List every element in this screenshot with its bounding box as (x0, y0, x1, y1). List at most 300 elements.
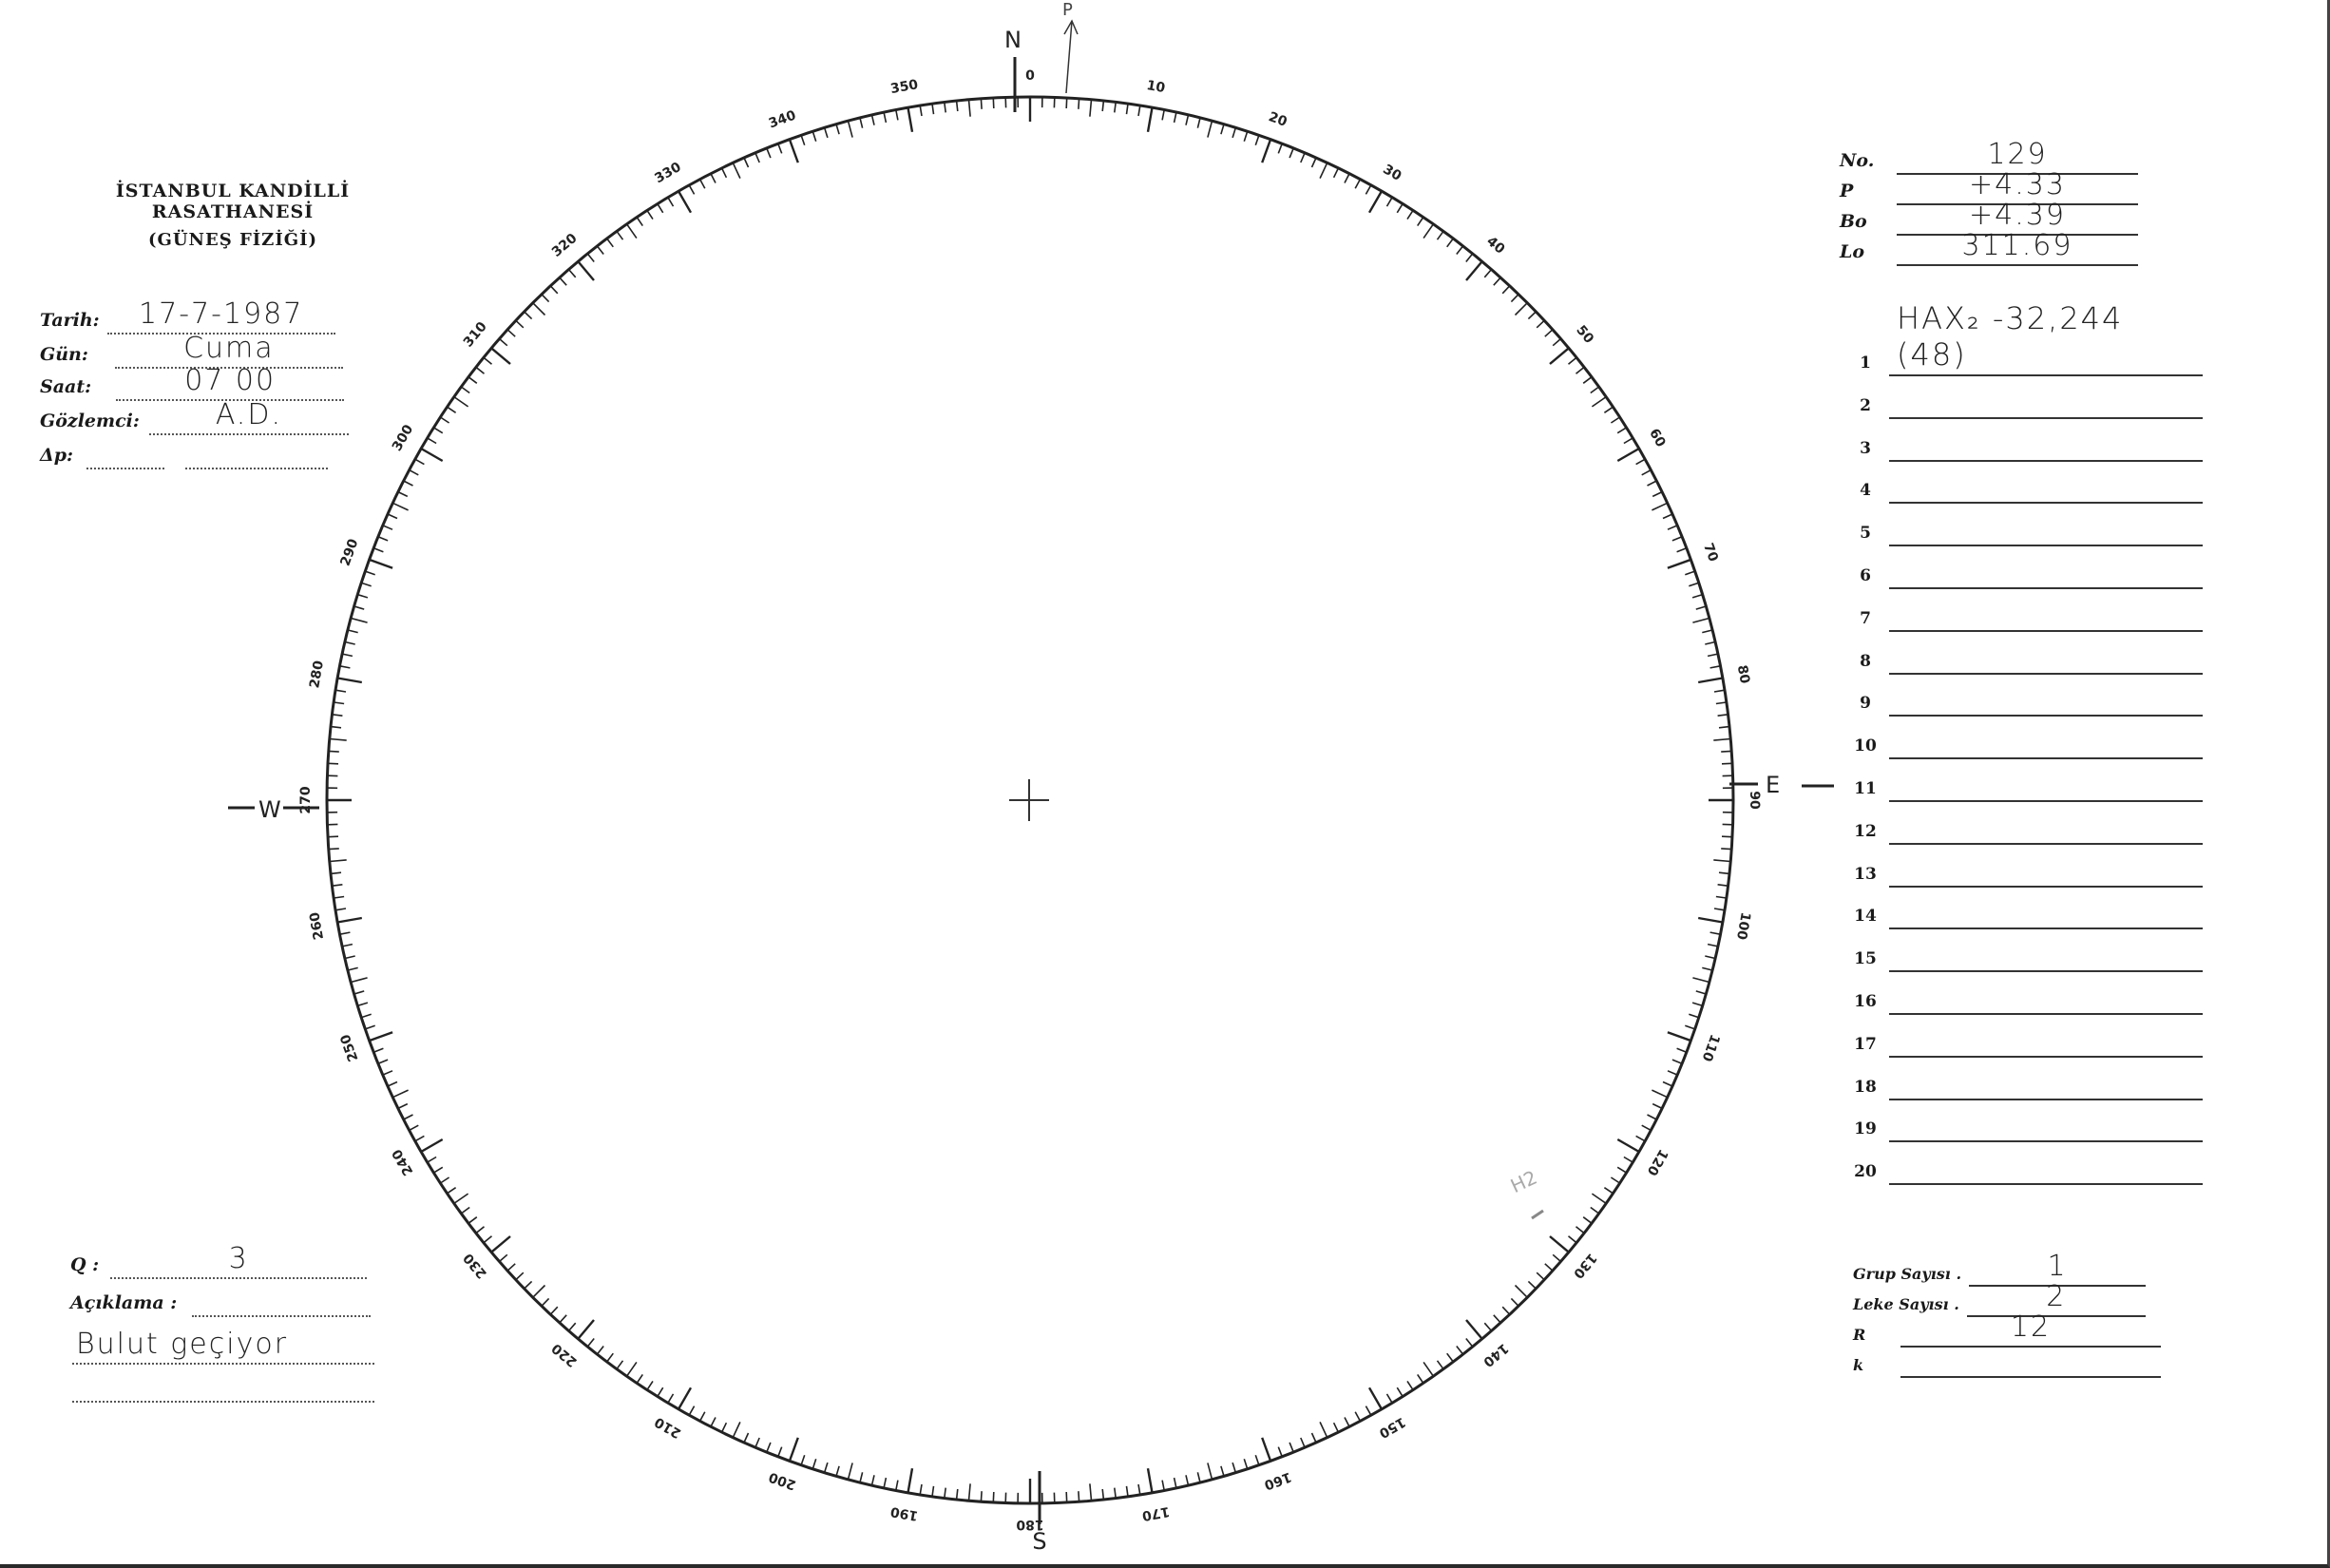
scale-tick (1312, 158, 1317, 167)
scale-label: 260 (307, 910, 328, 942)
scale-tick (476, 367, 485, 373)
scale-tick (836, 1466, 839, 1477)
scale-label: 60 (1646, 426, 1669, 450)
scale-tick (1255, 1455, 1259, 1464)
scale-tick (1668, 560, 1691, 568)
scale-tick (1718, 885, 1728, 886)
grup-label: Grup Sayısı . (1853, 1265, 1962, 1283)
scale-tick (1221, 1466, 1224, 1477)
scale-tick (392, 503, 408, 510)
scale-tick (1334, 168, 1339, 178)
scale-tick (932, 1486, 934, 1497)
scale-tick (1668, 526, 1677, 529)
scale-tick (415, 1136, 425, 1140)
scale-tick (500, 1254, 507, 1261)
q-value: 3 (228, 1242, 249, 1275)
scale-tick (337, 918, 362, 923)
scale-tick (1502, 1307, 1510, 1314)
scale-label: 240 (389, 1146, 417, 1178)
scale-tick (1696, 991, 1707, 994)
scale-tick (578, 1320, 594, 1339)
scale-tick (1592, 397, 1606, 407)
scale-tick (1636, 1136, 1646, 1140)
scale-tick (1696, 606, 1707, 609)
scale-tick (1710, 932, 1721, 934)
scale-tick (398, 1104, 408, 1109)
scale-tick (920, 1484, 922, 1495)
scale-tick (812, 131, 815, 142)
scale-tick (1232, 127, 1235, 138)
scale-tick (1652, 492, 1662, 497)
scale-tick (678, 191, 691, 213)
no-value: 129 (1987, 138, 2048, 171)
scale-tick (331, 872, 341, 873)
scale-tick (560, 1315, 566, 1323)
day-value: Cuma (183, 332, 275, 365)
scale-tick (801, 1455, 805, 1464)
scale-tick (1685, 571, 1694, 575)
scale-tick (373, 548, 383, 552)
scale-tick (334, 897, 344, 899)
scale-tick (668, 198, 674, 206)
scale-tick (1334, 1423, 1339, 1432)
scale-tick (1716, 897, 1727, 899)
scale-tick (550, 286, 558, 294)
scale-tick (778, 1447, 782, 1457)
list-item-number: 3 (1860, 438, 1871, 458)
scale-tick (587, 1339, 594, 1348)
scale-tick (516, 1272, 524, 1280)
list-item-number: 8 (1860, 651, 1871, 671)
scale-tick (755, 1438, 759, 1447)
scale-tick (1066, 1492, 1067, 1502)
list-item-number: 2 (1860, 395, 1871, 415)
scale-tick (700, 1412, 705, 1422)
scale-tick (1528, 1281, 1536, 1289)
scale-tick (1423, 224, 1433, 239)
scale-tick (333, 715, 343, 716)
disk-annotation: H2 (1506, 1165, 1541, 1198)
list-item-number: 19 (1854, 1119, 1877, 1139)
list-item-number: 13 (1854, 864, 1877, 884)
sunspot-mark (1532, 1211, 1543, 1218)
scale-tick (1466, 1320, 1482, 1339)
list-item-number: 9 (1860, 694, 1871, 714)
scale-tick (365, 571, 374, 575)
rotation-axis-label: P (1062, 0, 1073, 20)
scale-tick (825, 1463, 828, 1473)
scale-tick (1197, 118, 1200, 128)
scale-tick (1702, 967, 1712, 970)
scale-tick (1692, 1003, 1703, 1005)
scale-tick (533, 1286, 545, 1298)
scale-tick (1355, 180, 1360, 189)
scale-tick (1494, 277, 1500, 285)
scale-label: 50 (1573, 322, 1597, 347)
scale-tick (476, 1227, 485, 1233)
p-value: +4.33 (1969, 168, 2066, 201)
scale-tick (560, 277, 566, 285)
scale-tick (1663, 1082, 1672, 1087)
list-item-number: 6 (1860, 566, 1871, 585)
date-label: Tarih: (40, 310, 100, 331)
scale-label: 40 (1483, 233, 1508, 258)
scale-label: 230 (460, 1250, 490, 1282)
scale-tick (484, 357, 492, 364)
scale-tick (1262, 1438, 1270, 1462)
scale-tick (1668, 1032, 1691, 1041)
scale-tick (440, 417, 449, 423)
scale-tick (1397, 203, 1403, 212)
rotation-axis-arrow (1066, 21, 1072, 93)
scale-tick (383, 526, 392, 529)
scale-tick (448, 1188, 456, 1194)
scale-tick (1569, 1236, 1577, 1243)
scale-tick (1175, 1478, 1176, 1488)
scale-tick (1262, 140, 1270, 163)
scale-label: 150 (1376, 1413, 1408, 1442)
time-label: Saat: (40, 376, 92, 397)
scale-tick (744, 1433, 749, 1443)
scale-tick (516, 320, 524, 328)
scale-tick (329, 751, 339, 752)
scale-tick (1722, 836, 1732, 837)
scale-tick (1710, 666, 1721, 668)
scale-tick (711, 174, 716, 183)
leke-label: Leke Sayısı . (1853, 1295, 1959, 1313)
scale-tick (1423, 1362, 1433, 1376)
scale-tick (1583, 1217, 1592, 1224)
scale-tick (357, 595, 368, 598)
scale-tick (330, 860, 347, 862)
scale-tick (433, 1167, 442, 1173)
scale-tick (767, 1443, 771, 1452)
scale-tick (1718, 715, 1728, 716)
scale-tick (1186, 115, 1189, 125)
scale-tick (507, 330, 515, 336)
bo-label: Bo (1840, 211, 1867, 232)
scale-tick (1345, 174, 1349, 183)
scale-label: 310 (460, 318, 490, 351)
scale-label: 290 (337, 536, 362, 568)
scale-tick (689, 1406, 694, 1416)
leke-value: 2 (2046, 1280, 2067, 1313)
scale-tick (335, 908, 346, 910)
scale-tick (637, 218, 642, 226)
list-item-number: 20 (1854, 1162, 1877, 1182)
scale-label: 350 (888, 77, 920, 98)
scale-tick (733, 1422, 740, 1437)
aciklama-label: Açıklama : (70, 1292, 178, 1313)
scale-tick (969, 1483, 971, 1501)
scale-tick (1102, 101, 1103, 111)
south-label: S (1032, 1528, 1047, 1555)
scale-tick (957, 1489, 958, 1500)
scale-tick (860, 1472, 863, 1482)
scale-tick (569, 270, 576, 277)
scale-tick (1115, 103, 1116, 113)
scale-tick (335, 690, 346, 692)
scale-tick (733, 163, 740, 178)
scale-tick (370, 1032, 393, 1041)
scale-tick (1719, 727, 1729, 728)
scale-tick (617, 231, 623, 239)
scale-tick (354, 606, 365, 609)
scale-tick (607, 239, 614, 247)
scale-tick (1366, 1406, 1370, 1416)
scale-tick (351, 978, 367, 983)
scale-label: 340 (766, 107, 798, 132)
scale-tick (1320, 1422, 1327, 1437)
scale-label: 130 (1570, 1250, 1600, 1282)
scale-tick (404, 481, 413, 486)
scale-label: 0 (1025, 68, 1035, 84)
scale-tick (1545, 1264, 1553, 1271)
list-item-number: 18 (1854, 1077, 1877, 1097)
scale-tick (1255, 135, 1259, 144)
scale-tick (330, 739, 347, 741)
scale-tick (896, 110, 898, 121)
scale-tick (1713, 860, 1730, 862)
lo-value: 311.69 (1961, 229, 2073, 262)
grup-value: 1 (2047, 1250, 2068, 1283)
scale-tick (884, 1478, 886, 1488)
scale-tick (1569, 357, 1577, 364)
scale-tick (1369, 191, 1382, 213)
scale-tick (331, 727, 341, 728)
scale-tick (1550, 348, 1569, 364)
list-item-number: 11 (1854, 779, 1877, 798)
scale-tick (421, 1139, 443, 1152)
scale-tick (440, 1177, 449, 1183)
scale-tick (448, 407, 456, 412)
scale-tick (1537, 320, 1544, 328)
observer-value: A.D. (215, 398, 282, 431)
scale-label: 270 (298, 786, 314, 814)
scale-tick (569, 1323, 576, 1330)
scale-tick (1502, 286, 1510, 294)
scale-tick (1617, 1167, 1626, 1173)
list-item-number: 17 (1854, 1034, 1877, 1054)
scale-label: 200 (766, 1468, 798, 1493)
scale-tick (1677, 548, 1687, 552)
scale-tick (981, 1491, 982, 1501)
scale-label: 120 (1643, 1146, 1671, 1178)
scale-tick (1244, 1459, 1247, 1469)
scale-tick (1278, 143, 1282, 153)
scale-label: 80 (1733, 663, 1752, 685)
scale-label: 110 (1698, 1032, 1723, 1064)
scale-tick (849, 121, 853, 137)
scale-tick (1447, 239, 1454, 247)
scale-tick (329, 849, 339, 850)
scale-tick (351, 619, 367, 623)
scale-tick (428, 1157, 436, 1163)
institution-subtitle: (GÜNEŞ FİZİĞİ) (147, 230, 318, 250)
scale-tick (1611, 1177, 1619, 1183)
scale-tick (711, 1418, 716, 1427)
delta-p-label: Δp: (40, 445, 74, 466)
scale-tick (410, 470, 419, 475)
scale-tick (1611, 417, 1619, 423)
scale-tick (365, 1025, 374, 1029)
scale-tick (637, 1374, 642, 1383)
scale-tick (1677, 1048, 1687, 1052)
scale-tick (1138, 105, 1140, 116)
scale-tick (872, 1475, 875, 1485)
scale-tick (1301, 1438, 1305, 1447)
scale-tick (1617, 1139, 1639, 1152)
scale-tick (1624, 438, 1633, 444)
scale-tick (345, 642, 355, 645)
scale-tick (383, 1071, 392, 1075)
scale-label: 30 (1380, 162, 1404, 184)
scale-tick (378, 1060, 388, 1063)
note-value: Bulut geçiyor (76, 1328, 289, 1361)
scale-tick (388, 514, 397, 519)
scale-tick (920, 105, 922, 116)
scale-tick (1537, 1272, 1544, 1280)
day-label: Gün: (40, 344, 88, 365)
scale-tick (1438, 1361, 1444, 1369)
scale-tick (1289, 148, 1293, 158)
scale-label: 210 (652, 1413, 684, 1442)
scale-label: 180 (1016, 1517, 1044, 1532)
list-item-number: 14 (1854, 907, 1877, 927)
scale-tick (1466, 1339, 1473, 1348)
scale-tick (932, 104, 934, 114)
scale-tick (410, 1125, 419, 1130)
scale-tick (361, 583, 372, 585)
scale-tick (1719, 872, 1729, 873)
scale-tick (348, 630, 358, 633)
list-item-number: 10 (1854, 736, 1877, 756)
scale-tick (1407, 1381, 1413, 1389)
scale-tick (1553, 1254, 1560, 1261)
scale-tick (1066, 98, 1067, 108)
scale-tick (1708, 654, 1718, 656)
scale-tick (1604, 407, 1613, 412)
scale-tick (340, 932, 351, 934)
scale-tick (1148, 107, 1153, 132)
scale-tick (1698, 918, 1723, 923)
scale-tick (370, 560, 393, 568)
scale-tick (597, 246, 603, 255)
scale-tick (658, 1387, 663, 1396)
scale-tick (1511, 1298, 1518, 1306)
scale-tick (461, 1208, 469, 1214)
scale-label: 300 (389, 422, 417, 454)
scale-label: 100 (1732, 910, 1753, 942)
scale-tick (454, 397, 468, 407)
list-item-number: 7 (1860, 608, 1871, 628)
scale-tick (1722, 763, 1732, 764)
scale-tick (525, 1281, 532, 1289)
scale-tick (1366, 185, 1370, 195)
scale-tick (1642, 1125, 1652, 1130)
scale-tick (1648, 1115, 1657, 1119)
scale-tick (468, 1217, 477, 1224)
scale-tick (1576, 1227, 1585, 1233)
scale-tick (357, 1003, 368, 1005)
scale-tick (1457, 246, 1463, 255)
scale-tick (1102, 1489, 1103, 1500)
scale-tick (1689, 1014, 1699, 1017)
scale-tick (1714, 690, 1725, 692)
scale-tick (1668, 1071, 1677, 1075)
scale-tick (1714, 908, 1725, 910)
scale-tick (1652, 1104, 1662, 1109)
scale-tick (860, 118, 863, 128)
scale-tick (1397, 1387, 1403, 1396)
list-item-number: 1 (1860, 354, 1871, 373)
scale-tick (1692, 595, 1703, 598)
scale-tick (658, 203, 663, 212)
scale-tick (1320, 163, 1327, 178)
scale-tick (1312, 1433, 1317, 1443)
scale-tick (428, 438, 436, 444)
scale-label: 170 (1140, 1502, 1172, 1523)
scale-tick (1162, 1481, 1164, 1491)
list-item-number: 15 (1854, 949, 1877, 969)
scale-tick (334, 702, 344, 704)
scale-tick (1355, 1412, 1360, 1422)
scale-tick (1438, 231, 1444, 239)
scale-tick (500, 339, 507, 346)
scale-tick (1713, 739, 1730, 741)
scale-tick (722, 1423, 727, 1432)
scale-tick (607, 1353, 614, 1362)
scale-tick (415, 459, 425, 464)
scale-tick (1591, 1208, 1599, 1214)
east-label: E (1766, 772, 1781, 798)
scale-tick (1652, 1090, 1667, 1098)
q-label: Q : (70, 1254, 100, 1275)
scale-tick (354, 991, 365, 994)
scale-tick (627, 224, 637, 239)
scale-tick (525, 312, 532, 319)
scale-tick (361, 1014, 372, 1017)
scale-label: 160 (1262, 1468, 1294, 1493)
scale-label: 280 (307, 659, 328, 690)
scale-tick (1301, 153, 1305, 163)
scale-tick (1672, 1060, 1682, 1063)
north-label: N (1004, 27, 1022, 53)
scale-tick (1652, 503, 1667, 510)
scale-tick (1186, 1475, 1189, 1485)
scale-tick (1705, 956, 1715, 959)
scale-tick (1208, 121, 1213, 137)
scale-tick (627, 1362, 637, 1376)
lo-label: Lo (1840, 241, 1865, 262)
scale-tick (1387, 198, 1393, 206)
time-value: 07 00 (184, 364, 277, 397)
scale-tick (1528, 312, 1536, 319)
scale-tick (398, 492, 408, 497)
scale-tick (1705, 642, 1715, 645)
scale-tick (1345, 1418, 1349, 1427)
scale-tick (1576, 367, 1585, 373)
scale-tick (328, 763, 338, 764)
scale-tick (587, 254, 594, 262)
scale-tick (454, 1194, 468, 1203)
scale-tick (744, 158, 749, 167)
scale-tick (1090, 1483, 1092, 1501)
scale-tick (1484, 1323, 1491, 1330)
scale-label: 330 (652, 159, 684, 187)
scale-tick (1278, 1447, 1282, 1457)
scale-tick (1689, 583, 1699, 585)
